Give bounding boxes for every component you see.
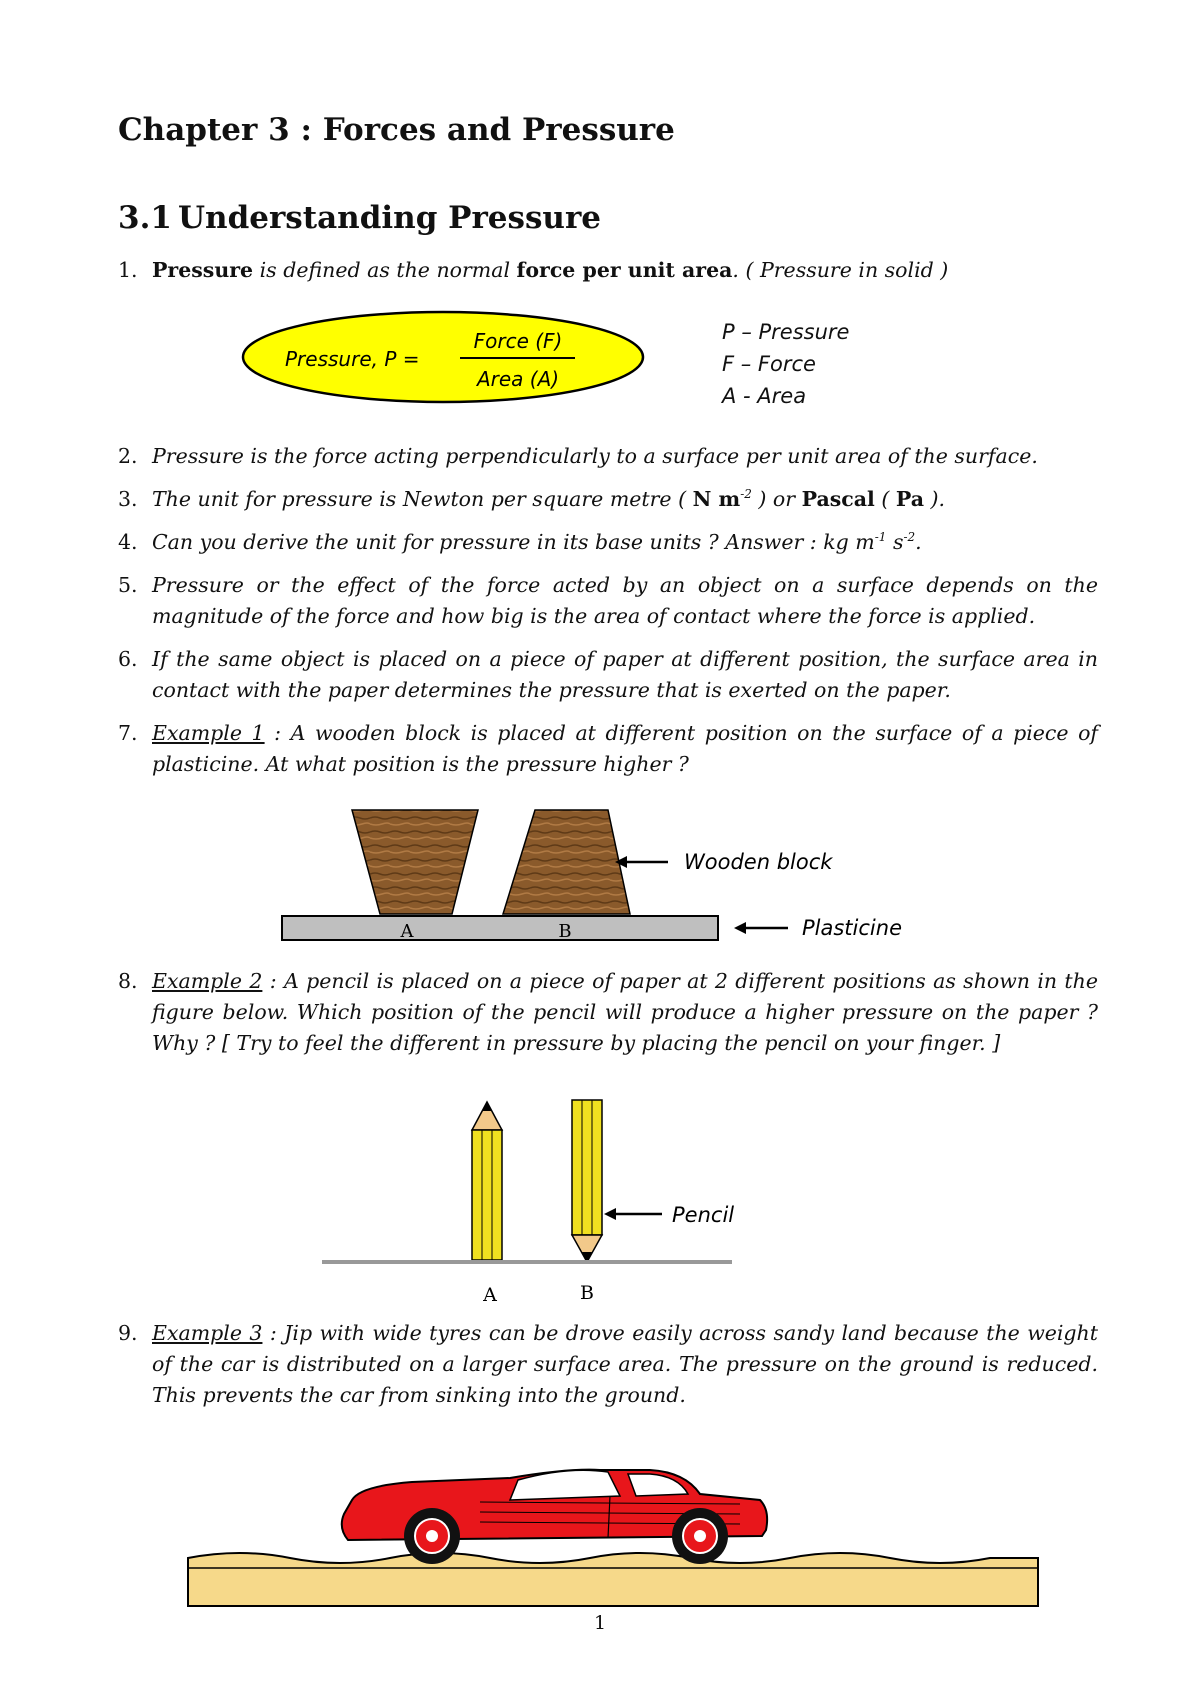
example-label: Example 3 (152, 1321, 263, 1345)
unit-pascal: Pascal (801, 487, 875, 511)
formula-legend (722, 316, 849, 412)
plasticine-base (282, 916, 718, 940)
label-wooden-block: Wooden block (684, 850, 833, 874)
item-number: 2. (118, 444, 138, 468)
unit-exponent: -1 (874, 530, 887, 545)
arrow-head-icon (734, 922, 746, 934)
section-title: Understanding Pressure (178, 200, 602, 236)
item-number: 8. (118, 969, 138, 993)
legend-pressure: P – Pressure (722, 320, 850, 344)
term-pressure: Pressure (152, 258, 254, 282)
item-text (152, 484, 1098, 515)
wooden-block-b (503, 810, 630, 914)
item-text-part: Can you derive the unit for pressure in its base units ? Answer : kg m (152, 530, 875, 554)
position-b-label: B (558, 921, 572, 942)
item-number: 5. (118, 573, 138, 597)
example-label: Example 1 (152, 721, 265, 745)
pressure-formula-figure (230, 300, 660, 410)
item-text (152, 1318, 1098, 1411)
legend-area: A - Area (722, 384, 807, 408)
item-text-part: ) or (751, 487, 802, 511)
item-text-part: . ( Pressure in solid ) (732, 258, 949, 282)
section-number: 3.1 (118, 200, 172, 236)
pencil-position-a: A (483, 1284, 497, 1306)
item-text-part: The unit for pressure is Newton per square metre ( (152, 487, 693, 511)
item-number: 6. (118, 647, 138, 671)
item-text: If the same object is placed on a piece of paper at different position, the surface area in contact with the paper determines the pressure that is exerted on the paper. (152, 647, 1098, 702)
item-number: 7. (118, 721, 138, 745)
item-text-part: . (915, 530, 922, 554)
item-text-part: : A wooden block is placed at different position on the surface of a piece of plasticine. At what position is the pressure higher ? (152, 721, 1098, 776)
unit-pa: Pa (895, 487, 925, 511)
item-text: Pressure is the force acting perpendicularly to a surface per unit area of the surface. (152, 444, 1038, 468)
pencil-position-b: B (580, 1282, 594, 1304)
item-text: Pressure or the effect of the force acted by an object on a surface depends on the magnitude of the force and how big is the area of contact where the force is applied. (152, 573, 1098, 628)
formula-lhs: Pressure, P = (285, 347, 420, 371)
example-label: Example 2 (152, 969, 263, 993)
page-number: 1 (593, 1612, 607, 1634)
item-text (152, 255, 1098, 286)
formula-denominator: Area (A) (476, 367, 560, 391)
wooden-block-figure (270, 800, 970, 950)
label-pencil: Pencil (672, 1203, 735, 1227)
item-text-part: s (886, 530, 904, 554)
item-number: 4. (118, 530, 138, 554)
pencil-b-body (572, 1100, 602, 1235)
pencil-a-lead (482, 1102, 492, 1111)
wheel-rear (672, 1508, 728, 1564)
item-number: 1. (118, 258, 138, 282)
legend-force: F – Force (722, 352, 816, 376)
wheel-front (404, 1508, 460, 1564)
section-heading (118, 200, 601, 236)
item-text (152, 718, 1098, 780)
item-text-part: is defined as the normal (253, 258, 517, 282)
label-plasticine: Plasticine (802, 916, 902, 940)
item-text (152, 527, 1098, 558)
chapter-title: Chapter 3 : Forces and Pressure (118, 112, 675, 148)
formula-numerator: Force (F) (473, 329, 563, 353)
pencil-a-body (472, 1130, 502, 1260)
item-number: 3. (118, 487, 138, 511)
unit-exponent: -2 (740, 487, 752, 502)
car-on-sand-figure (180, 1458, 1050, 1618)
item-text-part: ( (874, 487, 896, 511)
term-force-per-area: force per unit area (516, 258, 733, 282)
sand-ground (188, 1553, 1038, 1606)
item-text (152, 966, 1098, 1059)
unit-exponent: -2 (903, 530, 916, 545)
paper-surface (322, 1260, 732, 1264)
arrow-head-icon (604, 1208, 616, 1220)
item-number: 9. (118, 1321, 138, 1345)
item-text-part: : A pencil is placed on a piece of paper at 2 different positions as shown in the figure below. Which position of the pencil will produce a higher pressure on the paper ? Why ? [ Try to feel the different in pressure by placing the pencil on your finger. ] (152, 969, 1098, 1055)
wooden-block-a (352, 810, 478, 914)
position-a-label: A (400, 921, 414, 942)
pencil-figure (310, 1090, 830, 1308)
item-text-part: : Jip with wide tyres can be drove easily across sandy land because the weight of the car is distributed on a larger surface area. The pressure on the ground is reduced. This prevents the car from sinking into the ground. (152, 1321, 1098, 1407)
unit-nm: N m (692, 487, 741, 511)
item-text-part: ). (924, 487, 946, 511)
